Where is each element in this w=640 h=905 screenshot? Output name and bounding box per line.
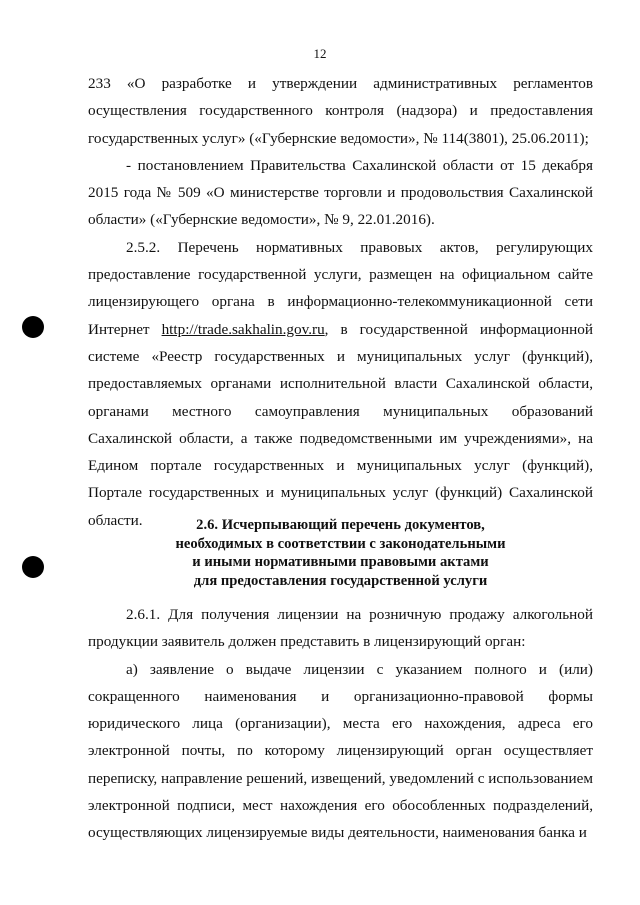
page-number: 12 <box>313 46 327 61</box>
paragraph-2-5-2-text-start: 2.5.2. Перечень нормативных правовых актов, регулирующих предоставление государственной услуги, размещен на официальном сайте лицензирующего органа в информационно-телекоммуникационной сети Интернет <box>88 238 593 338</box>
heading-line: 2.6. Исчерпывающий перечень документов, <box>196 517 485 533</box>
body-text-lower <box>88 601 593 847</box>
section-heading-2-6 <box>88 516 593 590</box>
punch-hole-mark <box>22 556 44 578</box>
heading-line: необходимых в соответствии с законодательными <box>175 535 506 552</box>
paragraph-2-5-2-text-end: , в государственной информационной системе «Реестр государственных и муниципальных услуг (функций), предоставляемых органами исполнительной власти Сахалинской области, органами местного самоуправления муниципальных образований Сахалинской области, а также подведомственными им учреждениями», на Едином портале государственных и муниципальных услуг (функций), Портале государственных и муниципальных услуг (функций) Сахалинской области. <box>88 320 593 529</box>
paragraph-resolution-509: - постановлением Правительства Сахалинской области от 15 декабря 2015 года № 509 «О министерстве торговли и продовольствия Сахалинской области» («Губернские ведомости», № 9, 22.01.2016). <box>88 156 593 229</box>
heading-line: и иными нормативными правовыми актами <box>192 554 489 570</box>
paragraph-item-a: а) заявление о выдаче лицензии с указанием полного и (или) сокращенного наименования и организационно-правовой формы юридического лица (организации), места его нахождения, адреса его электронной почты, по которому лицензирующий орган осуществляет переписку, направление решений, извещений, уведомлений с использованием электронной подписи, мест нахождения его обособленных подразделений, осуществляющих лицензируемые виды деятельности, наименования банка и <box>88 660 593 842</box>
paragraph-regulation-233: 233 «О разработке и утверждении административных регламентов осуществления государственного контроля (надзора) и предоставления государственных услуг» («Губернские ведомости», № 114(3801), 25.06.2011); <box>88 75 593 147</box>
trade-sakhalin-link[interactable]: http://trade.sakhalin.gov.ru <box>161 320 325 338</box>
body-text-upper <box>88 70 593 534</box>
heading-line: для предоставления государственной услуги <box>193 572 488 589</box>
paragraph-2-5-2 <box>88 234 593 534</box>
paragraph-2-6-1: 2.6.1. Для получения лицензии на розничную продажу алкогольной продукции заявитель должен представить в лицензирующий орган: <box>88 606 593 651</box>
punch-hole-mark <box>22 316 44 338</box>
